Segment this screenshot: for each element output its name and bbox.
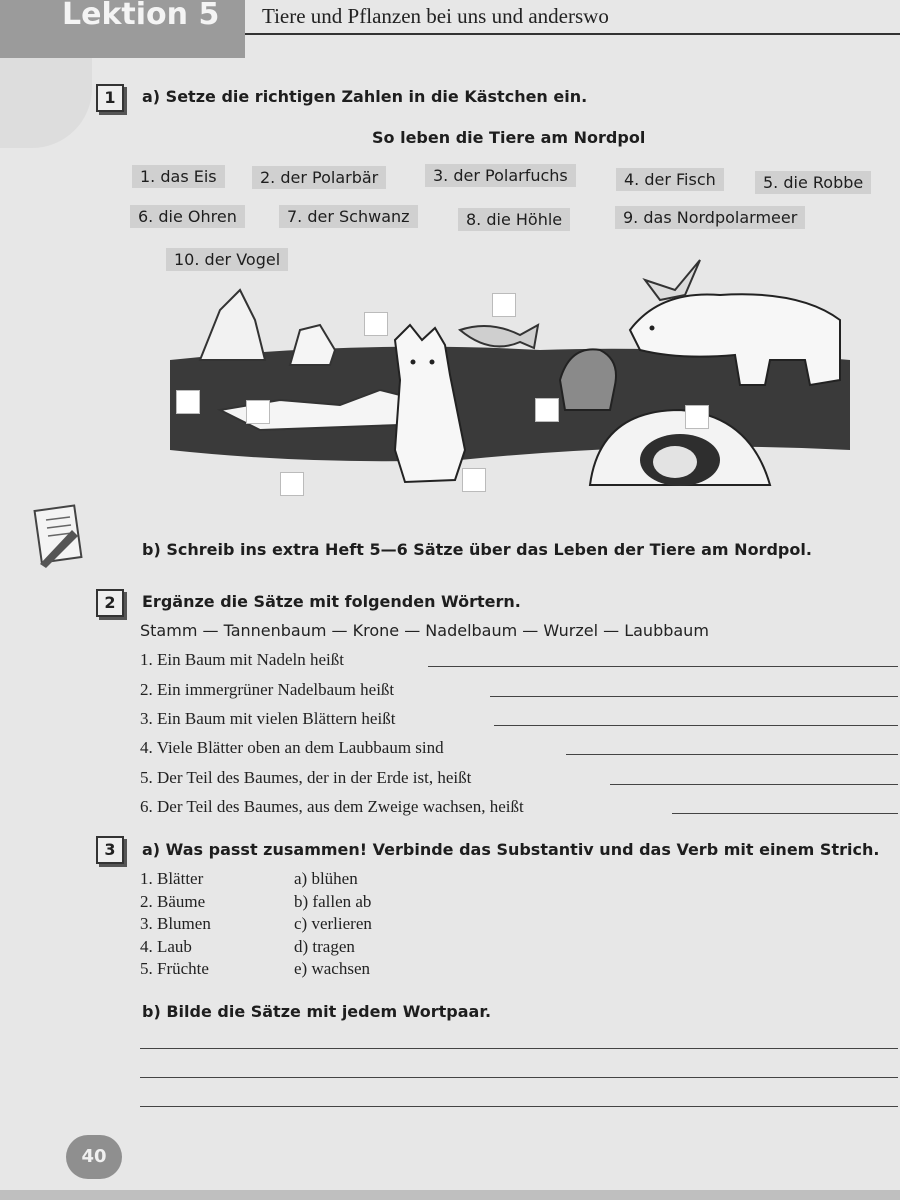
label-box-fox[interactable] (280, 472, 304, 496)
arctic-illustration (160, 250, 850, 510)
page-number: 40 (66, 1135, 122, 1179)
sentence-3: 3. Ein Baum mit vielen Blättern heißt (140, 709, 396, 728)
word-chip-4: 4. der Fisch (616, 168, 724, 191)
writing-notebook-icon (32, 500, 90, 570)
word-chip-1: 1. das Eis (132, 165, 225, 188)
label-box-bird[interactable] (492, 293, 516, 317)
word-chip-10: 10. der Vogel (166, 248, 288, 271)
task-3a-instruction: a) Was passt zusammen! Verbinde das Substantiv und das Verb mit einem Strich. (142, 840, 880, 859)
answer-line-2[interactable] (490, 696, 898, 697)
word-chip-2: 2. der Polarbär (252, 166, 386, 189)
verb-a: a) blühen (294, 869, 358, 888)
task-1b-instruction: b) Schreib ins extra Heft 5—6 Sätze über das Leben der Tiere am Nordpol. (142, 540, 812, 559)
task-2-number: 2 (96, 589, 124, 617)
margin-decoration (0, 58, 92, 148)
sentence-1: 1. Ein Baum mit Nadeln heißt (140, 650, 344, 669)
task-3-number: 3 (96, 836, 124, 864)
noun-3: 3. Blumen (140, 914, 211, 933)
sentence-6: 6. Der Teil des Baumes, aus dem Zweige wachsen, heißt (140, 797, 524, 816)
bottom-edge (0, 1190, 900, 1200)
writing-line-1[interactable] (140, 1048, 898, 1049)
word-chip-3: 3. der Polarfuchs (425, 164, 576, 187)
writing-line-3[interactable] (140, 1106, 898, 1107)
verb-c: c) verlieren (294, 914, 372, 933)
answer-line-6[interactable] (672, 813, 898, 814)
label-box-upper-left[interactable] (364, 312, 388, 336)
word-bank: Stamm — Tannenbaum — Krone — Nadelbaum — Wurzel — Laubbaum (140, 621, 709, 640)
header-rule (245, 33, 900, 35)
label-box-ice[interactable] (246, 400, 270, 424)
task-2-instruction: Ergänze die Sätze mit folgenden Wörtern. (142, 592, 521, 611)
noun-4: 4. Laub (140, 937, 192, 956)
word-chip-6: 6. die Ohren (130, 205, 245, 228)
word-chip-8: 8. die Höhle (458, 208, 570, 231)
label-box-water[interactable] (462, 468, 486, 492)
noun-2: 2. Bäume (140, 892, 206, 911)
verb-b: b) fallen ab (294, 892, 372, 911)
label-box-bear[interactable] (685, 405, 709, 429)
writing-line-2[interactable] (140, 1077, 898, 1078)
verb-d: d) tragen (294, 937, 355, 956)
label-box-fox-area[interactable] (176, 390, 200, 414)
word-chip-7: 7. der Schwanz (279, 205, 418, 228)
lesson-tab (0, 0, 245, 58)
answer-line-1[interactable] (428, 666, 898, 667)
word-chip-5: 5. die Robbe (755, 171, 871, 194)
noun-5: 5. Früchte (140, 959, 209, 978)
noun-1: 1. Blätter (140, 869, 204, 888)
sentence-4: 4. Viele Blätter oben an dem Laubbaum sind (140, 738, 444, 757)
topic-title: Tiere und Pflanzen bei uns und anderswo (262, 4, 609, 28)
word-chip-9: 9. das Nordpolarmeer (615, 206, 805, 229)
lesson-label: Lektion 5 (62, 0, 220, 32)
task-1-subtitle: So leben die Tiere am Nordpol (372, 128, 646, 147)
task-1-number: 1 (96, 84, 124, 112)
label-box-seal[interactable] (535, 398, 559, 422)
answer-line-4[interactable] (566, 754, 898, 755)
verb-e: e) wachsen (294, 959, 370, 978)
sentence-5: 5. Der Teil des Baumes, der in der Erde ist, heißt (140, 768, 472, 787)
sentence-2: 2. Ein immergrüner Nadelbaum heißt (140, 680, 395, 699)
answer-line-5[interactable] (610, 784, 898, 785)
task-3b-instruction: b) Bilde die Sätze mit jedem Wortpaar. (142, 1002, 492, 1021)
task-1a-instruction: a) Setze die richtigen Zahlen in die Kästchen ein. (142, 87, 588, 106)
answer-line-3[interactable] (494, 725, 898, 726)
